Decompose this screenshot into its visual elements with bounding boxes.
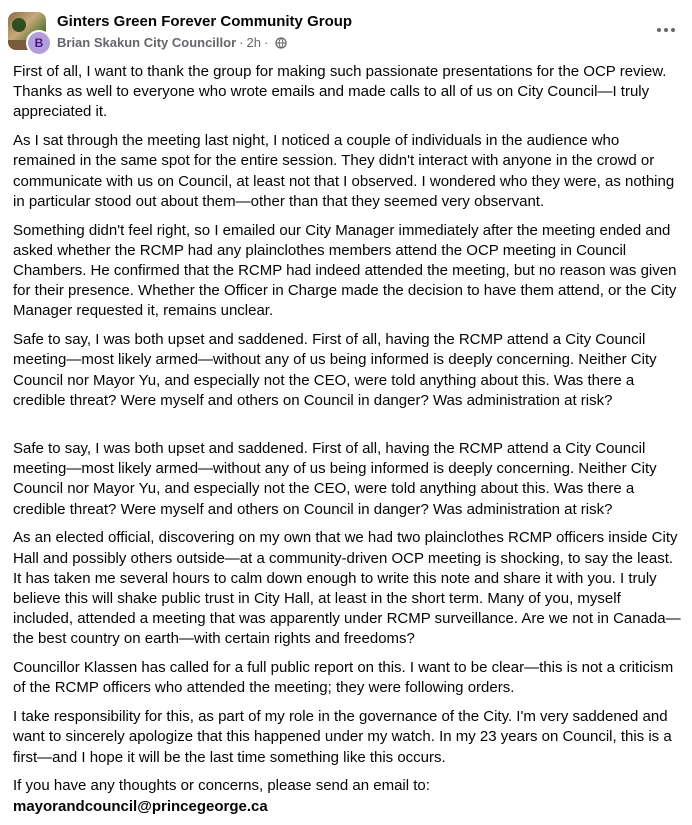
post-paragraph: As I sat through the meeting last night, I noticed a couple of individuals in the audience who remained in the same spot for the entire session. They didn't interact with anyone in the crowd or communicate with us on Council, at least not that I observed. I wondered who they were, as nothing in particular stood out about them—other than that they seemed very observant. <box>13 132 675 210</box>
post-body <box>13 62 681 825</box>
author-name-link[interactable]: Brian Skakun City Councillor <box>57 35 237 50</box>
meta-separator-2: · <box>263 35 269 50</box>
email-text: mayorandcouncil@princegeorge.ca <box>13 797 268 815</box>
post-meta <box>57 35 287 50</box>
post-paragraph: I take responsibility for this, as part of my role in the governance of the City. I'm very saddened and want to sincerely apologize that this happened under my watch. In my 23 years on Council, this is a first—and I hope it will be the last time something like this occurs. <box>13 708 672 766</box>
meta-separator: · <box>239 35 244 50</box>
more-dot <box>664 28 668 32</box>
more-horizontal-icon <box>657 28 661 32</box>
globe-icon <box>275 37 287 49</box>
group-avatar-tree <box>12 18 26 32</box>
post-paragraph: Safe to say, I was both upset and saddened. First of all, having the RCMP attend a City Council meeting—most likely armed—without any of us being informed is deeply concerning. Neither City Council nor Mayor Yu, and especially not the CEO, were told anything about this. Was there a credible threat? Were myself and others on Council in danger? Was administration at risk? <box>13 440 657 518</box>
post-paragraph: Safe to say, I was both upset and saddened. First of all, having the RCMP attend a City Council meeting—most likely armed—without any of us being informed is deeply concerning. Neither City Council nor Mayor Yu, and especially not the CEO, were told anything about this. Was there a credible threat? Were myself and others on Council in danger? Was administration at risk? <box>13 331 657 409</box>
post-timestamp[interactable]: 2h <box>246 35 261 50</box>
closing-text: If you have any thoughts or concerns, please send an email to: <box>13 777 430 795</box>
post-paragraph: First of all, I want to thank the group for making such passionate presentations for the OCP review. Thanks as well to everyone who wrote emails and made calls to all of us on City Council—I truly appreciated it. <box>13 63 667 121</box>
more-options-button[interactable] <box>652 18 680 42</box>
closing-paragraph <box>13 776 681 816</box>
post-paragraph: As an elected official, discovering on my own that we had two plainclothes RCMP officers inside City Hall and possibly others outside—at a community-driven OCP meeting is shocking, to say the least. It has taken me several hours to calm down enough to write this note and share it with you. I truly believe this will shake public trust in City Hall, at least in the short term. Many of you, myself included, attended a meeting that was apparently under RCMP surveillance. Are we not in Canada—the best country on earth—with certain rights and freedoms? <box>13 529 681 648</box>
user-avatar[interactable]: B <box>26 30 52 56</box>
more-dot <box>671 28 675 32</box>
post-paragraph: Councillor Klassen has called for a full public report on this. I want to be clear—this is not a criticism of the RCMP officers who attended the meeting; they were following orders. <box>13 659 674 697</box>
post-paragraph: Something didn't feel right, so I emailed our City Manager immediately after the meeting ended and asked whether the RCMP had any plainclothes members attend the OCP meeting in Council Chambers. He confirmed that the RCMP had indeed attended the meeting, but no reason was given for their presence. Whether the Officer in Charge made the decision to have them attend, or the City Manager requested it, remains unclear. <box>13 221 677 320</box>
group-name-link[interactable]: Ginters Green Forever Community Group <box>57 13 353 30</box>
post-header <box>0 0 692 58</box>
